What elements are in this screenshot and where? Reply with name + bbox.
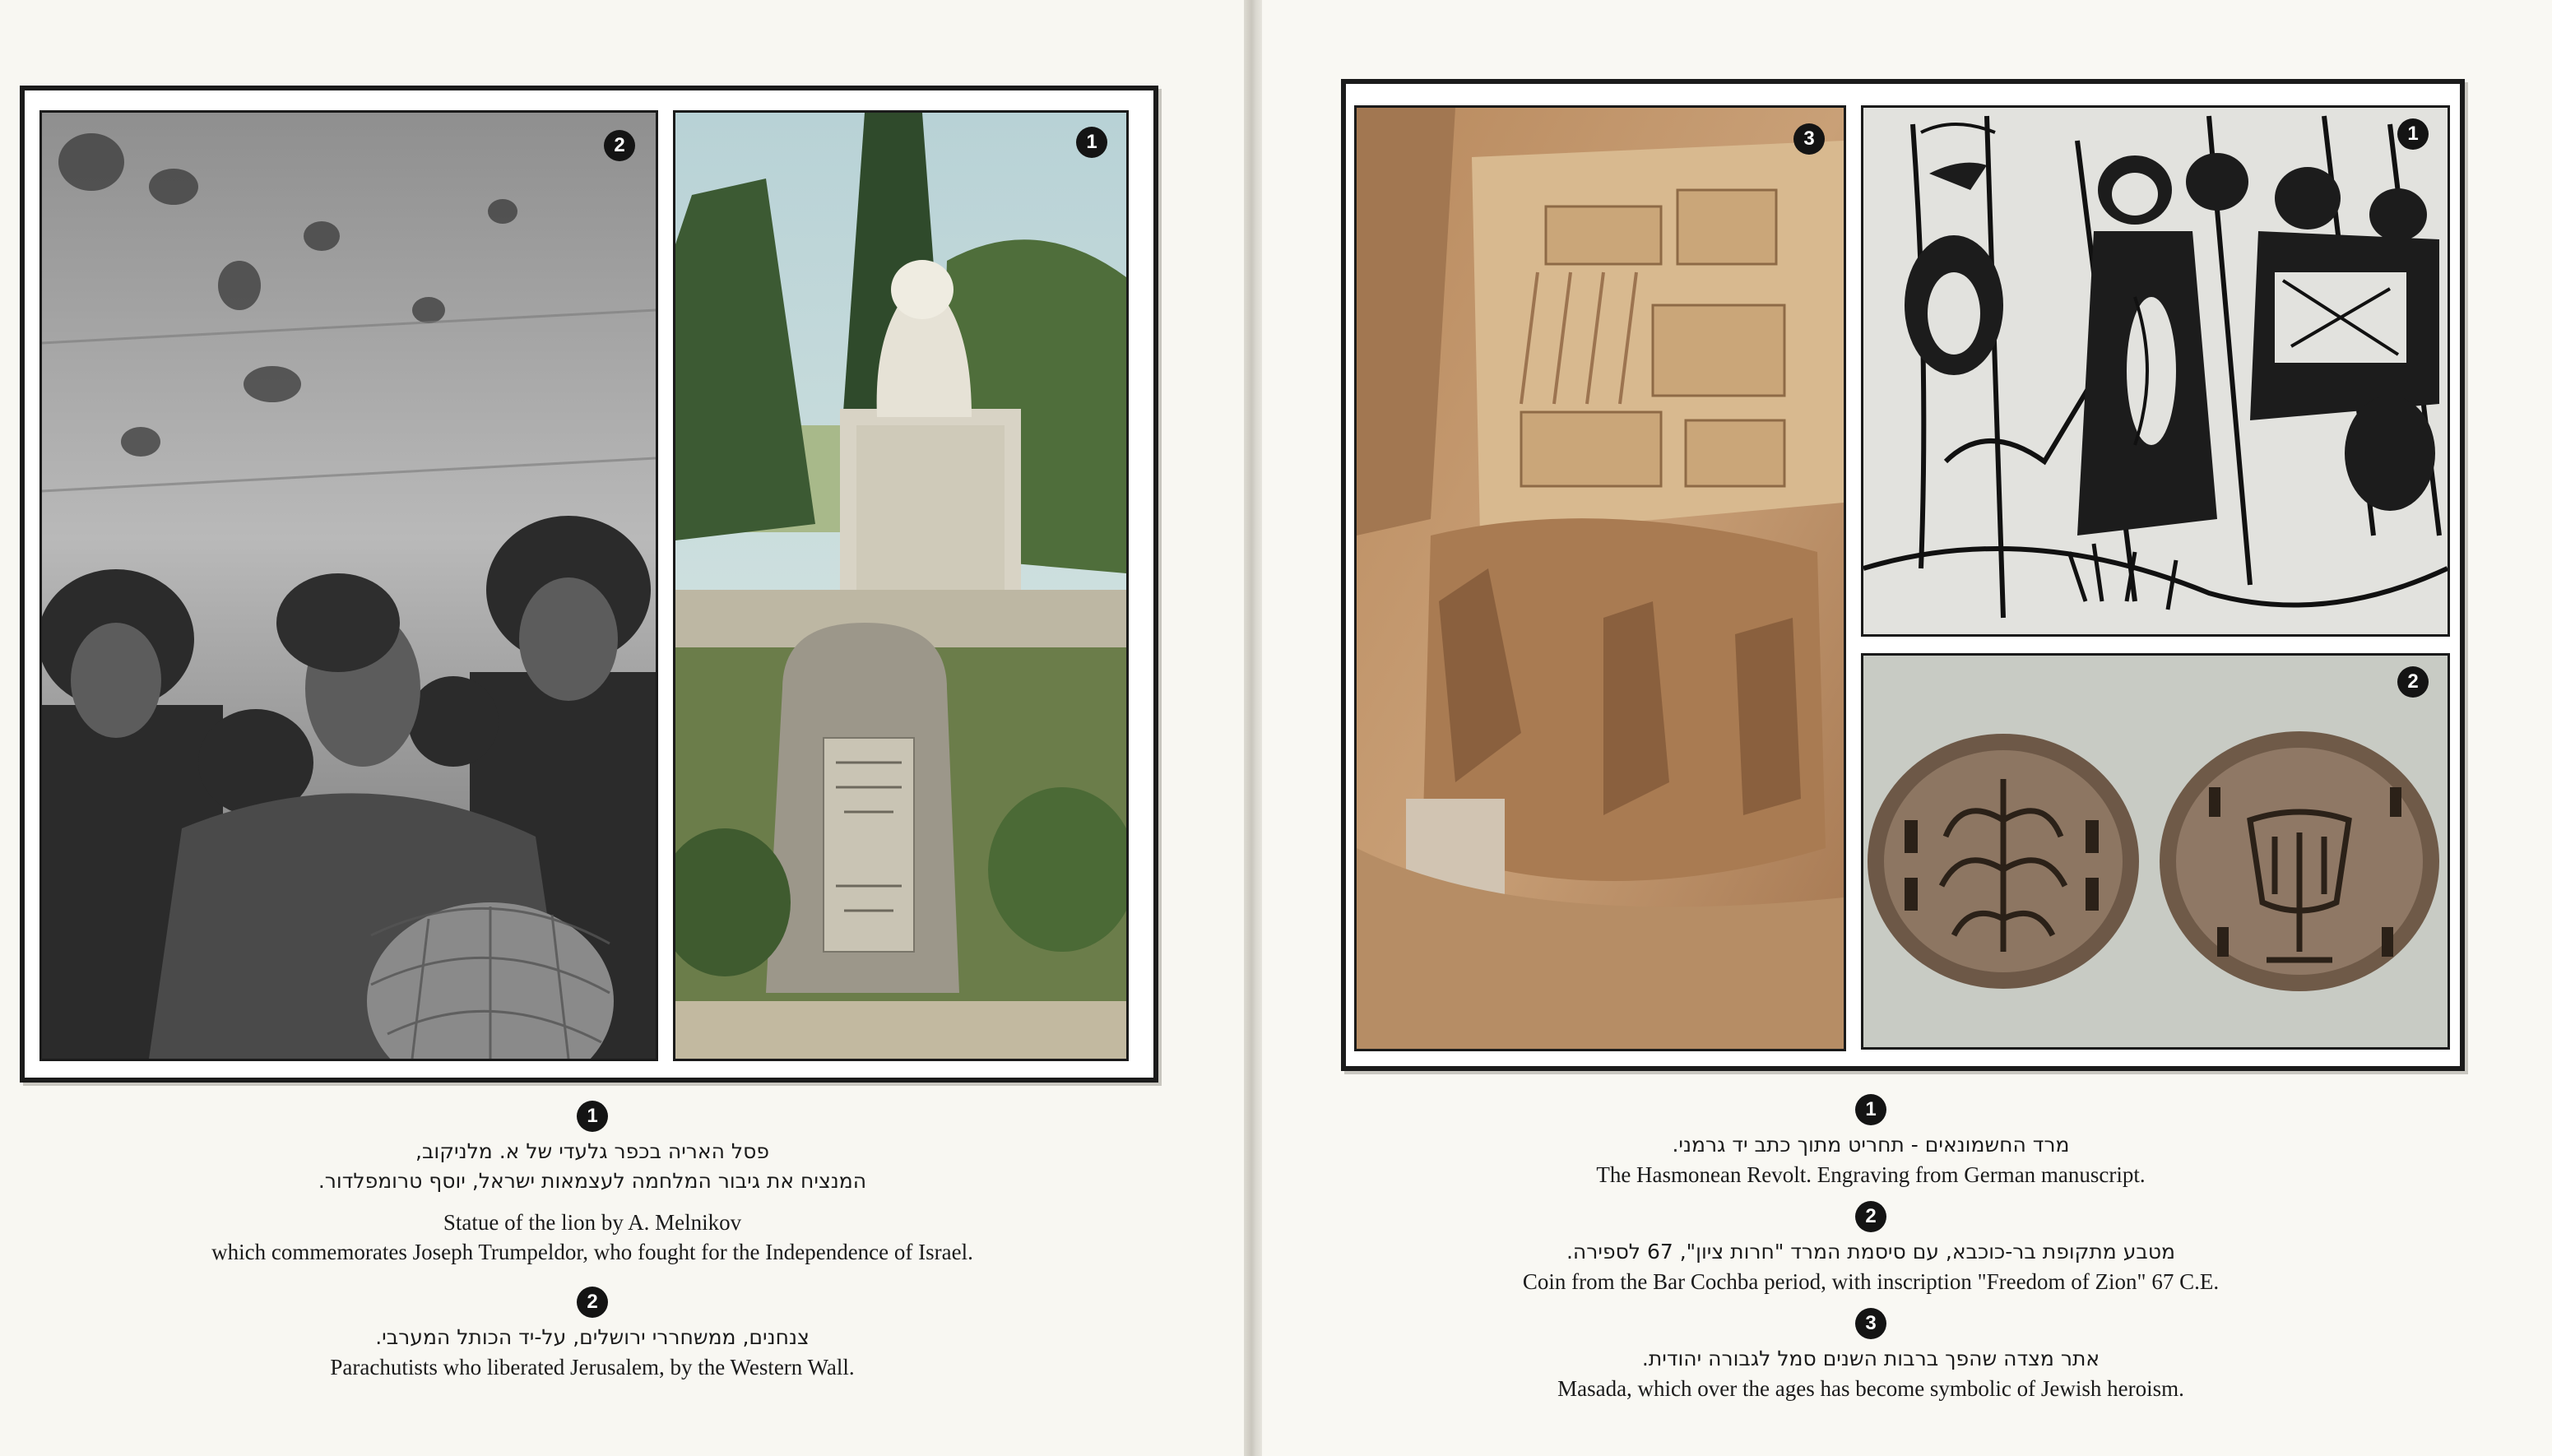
caption-hebrew-line: אתר מצדה שהפך ברבות השנים סמל לגבורה יהודית. (1641, 1347, 2100, 1370)
paratroopers-western-wall-photo (39, 110, 658, 1061)
caption-english-line: The Hasmonean Revolt. Engraving from German manuscript. (1596, 1162, 2146, 1187)
caption-number: 1 (1855, 1094, 1886, 1125)
caption-english-line: Statue of the lion by A. Melnikov (443, 1210, 742, 1235)
photo-number-badge: 2 (2397, 666, 2429, 698)
hasmonean-engraving-image (1861, 105, 2450, 637)
caption-english-line: Masada, which over the ages has become symbolic of Jewish heroism. (1557, 1376, 2184, 1401)
masada-aerial-photo (1354, 105, 1846, 1051)
caption-english-line: which commemorates Joseph Trumpeldor, who fought for the Independence of Israel. (211, 1240, 973, 1264)
bar-cochba-coins-photo (1861, 653, 2450, 1050)
caption-hebrew-line: המנציח את גיבור המלחמה לעצמאות ישראל, יוסף טרומפלדור. (318, 1169, 867, 1193)
photo-number-badge: 3 (1793, 123, 1825, 155)
photo-number-badge: 1 (1076, 127, 1107, 158)
photo-number-badge: 2 (604, 130, 635, 161)
caption-hebrew-line: צנחנים, ממשחררי ירושלים, על-יד הכותל המערבי. (375, 1325, 810, 1349)
caption-english-line: Parachutists who liberated Jerusalem, by the Western Wall. (330, 1355, 855, 1379)
caption-number: 2 (1855, 1201, 1886, 1232)
right-captions (1394, 1094, 2348, 1403)
caption-hebrew-line: מטבע מתקופת בר-כוכבא, עם סיסמת המרד "חרות ציון", 67 לספירה. (1566, 1240, 2176, 1264)
caption-english-line: Coin from the Bar Cochba period, with inscription "Freedom of Zion" 67 C.E. (1522, 1269, 2220, 1294)
caption-number: 2 (577, 1287, 608, 1318)
lion-statue-tel-hai-photo (673, 110, 1129, 1061)
caption-hebrew-line: מרד החשמונאים - תחריט מתוך כתב יד גרמני. (1672, 1133, 2070, 1157)
caption-number: 1 (577, 1101, 608, 1132)
photo-number-badge: 1 (2397, 118, 2429, 150)
left-page (0, 0, 1244, 1456)
left-captions (107, 1101, 1078, 1382)
caption-number: 3 (1855, 1308, 1886, 1339)
caption-hebrew-line: פסל האריה בכפר גלעדי של א. מלניקוב, (415, 1139, 769, 1163)
right-page (1262, 0, 2552, 1456)
